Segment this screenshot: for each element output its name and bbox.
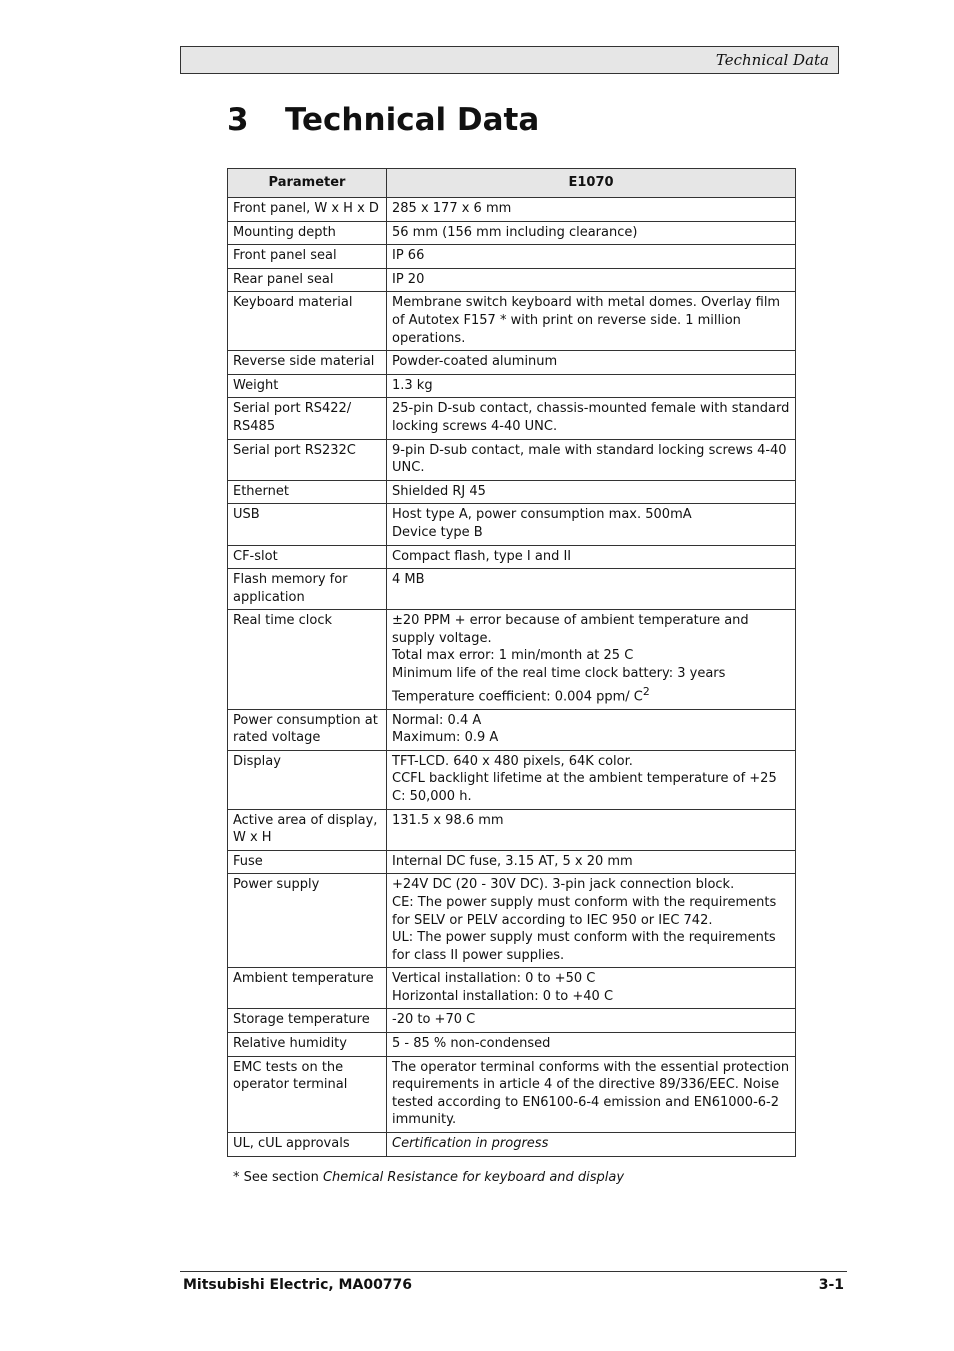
value-line: UL: The power supply must conform with the requirements for class II power supplies. [392,930,776,963]
value-cell [387,709,796,750]
value-line: IP 20 [392,271,425,287]
value-line: TFT-LCD. 640 x 480 pixels, 64K color. [392,753,633,769]
running-header-title: Technical Data [715,51,829,69]
value-cell [387,545,796,569]
table-row [228,545,796,569]
table-row [228,221,796,245]
header-parameter: Parameter [228,169,387,198]
value-line: Internal DC fuse, 3.15 AT, 5 x 20 mm [392,853,633,869]
parameter-cell: Keyboard material [228,292,387,351]
footnote-prefix: * See section [233,1170,323,1185]
table-row [228,874,796,968]
parameter-cell: Serial port RS422/ RS485 [228,398,387,439]
value-cell [387,874,796,968]
value-line: 1.3 kg [392,377,433,393]
value-line-text: Temperature coefficient: 0.004 ppm/ C [392,688,643,704]
page-title [227,102,539,138]
value-line: 9-pin D-sub contact, male with standard locking screws 4-40 UNC. [392,442,787,476]
footnote [233,1170,624,1185]
value-cell [387,245,796,269]
value-line: CCFL backlight lifetime at the ambient temperature of +25 C: 50,000 h. [392,771,777,804]
value-line: 25-pin D-sub contact, chassis-mounted female with standard locking screws 4-40 UNC. [392,401,790,434]
value-line: Compact flash, type I and II [392,548,572,564]
value-line: Minimum life of the real time clock battery: 3 years [392,666,726,682]
value-line: Certification in progress [392,1136,549,1152]
table-row [228,1009,796,1033]
chapter-number: 3 [227,102,249,138]
footer-page-number: 3-1 [818,1277,844,1293]
table-row [228,504,796,545]
parameter-cell: Mounting depth [228,221,387,245]
value-cell [387,968,796,1009]
parameter-cell: Ambient temperature [228,968,387,1009]
table-row [228,1033,796,1057]
parameter-cell: Active area of display, W x H [228,809,387,850]
value-line: 285 x 177 x 6 mm [392,201,512,216]
value-cell [387,1133,796,1157]
table-body [228,198,796,1157]
value-cell [387,850,796,874]
parameter-cell: UL, cUL approvals [228,1133,387,1157]
value-line: 56 mm (156 mm including clearance) [392,224,638,240]
value-cell [387,1033,796,1057]
value-line: Device type B [392,524,483,540]
value-cell [387,569,796,610]
value-cell [387,198,796,222]
value-line: Maximum: 0.9 A [392,730,499,746]
chapter-title: Technical Data [285,102,540,138]
value-line: -20 to +70 C [392,1012,476,1028]
running-header [180,46,839,74]
table-row [228,398,796,439]
value-line: 131.5 x 98.6 mm [392,812,504,828]
table-row [228,569,796,610]
footer-document-id: Mitsubishi Electric, MA00776 [183,1277,413,1293]
table-header-row [228,169,796,198]
table-row [228,292,796,351]
parameter-cell: CF-slot [228,545,387,569]
parameter-cell: Ethernet [228,480,387,504]
value-line [392,683,790,706]
value-line: Vertical installation: 0 to +50 C [392,971,596,987]
parameter-cell: EMC tests on the operator terminal [228,1056,387,1132]
table-row [228,750,796,809]
table-row [228,1133,796,1157]
parameter-cell: Serial port RS232C [228,439,387,480]
table-row [228,268,796,292]
table-row [228,439,796,480]
table-row [228,610,796,709]
parameter-cell: Weight [228,374,387,398]
table-row [228,480,796,504]
value-line: +24V DC (20 - 30V DC). 3-pin jack connection block. [392,877,735,893]
value-line: Powder-coated aluminum [392,354,558,370]
value-line: Shielded RJ 45 [392,483,486,499]
parameter-cell: Display [228,750,387,809]
table-row [228,198,796,222]
table-row [228,850,796,874]
value-line: Host type A, power consumption max. 500mA [392,507,692,523]
table-row [228,809,796,850]
table-row [228,351,796,375]
value-cell [387,398,796,439]
value-line: Membrane switch keyboard with metal domes. Overlay film of Autotex F157 * with print on reverse side. 1 million operations. [392,295,781,346]
technical-data-table [227,168,796,1157]
parameter-cell: Power supply [228,874,387,968]
table-row [228,1056,796,1132]
value-cell [387,610,796,709]
superscript: 2 [642,684,650,698]
value-line: ±20 PPM + error because of ambient temperature and supply voltage. [392,613,749,646]
value-cell [387,351,796,375]
parameter-cell: Rear panel seal [228,268,387,292]
value-cell [387,268,796,292]
value-line: 4 MB [392,572,425,588]
parameter-cell: Fuse [228,850,387,874]
value-line: Normal: 0.4 A [392,712,482,728]
value-line: Horizontal installation: 0 to +40 C [392,988,614,1004]
table-row [228,968,796,1009]
value-line: The operator terminal conforms with the essential protection requirements in article 4 of the directive 89/336/EEC. Noise tested according to EN6100-6-4 emission and EN61000-6-2 immunity. [392,1059,790,1128]
footnote-reference: Chemical Resistance for keyboard and display [322,1170,625,1185]
parameter-cell: Real time clock [228,610,387,709]
parameter-cell: Power consumption at rated voltage [228,709,387,750]
parameter-cell: Front panel, W x H x D [228,198,387,222]
header-model: E1070 [387,169,796,198]
footer-divider [180,1271,847,1272]
table-row [228,374,796,398]
value-cell [387,504,796,545]
parameter-cell: Flash memory for application [228,569,387,610]
parameter-cell: Relative humidity [228,1033,387,1057]
value-line: IP 66 [392,248,425,264]
parameter-cell: USB [228,504,387,545]
value-cell [387,292,796,351]
value-cell [387,750,796,809]
table-row [228,245,796,269]
parameter-cell: Reverse side material [228,351,387,375]
table-row [228,709,796,750]
parameter-cell: Storage temperature [228,1009,387,1033]
value-cell [387,1056,796,1132]
parameter-cell: Front panel seal [228,245,387,269]
value-cell [387,1009,796,1033]
value-cell [387,480,796,504]
value-cell [387,221,796,245]
value-cell [387,439,796,480]
value-line: 5 - 85 % non-condensed [392,1036,551,1052]
value-cell [387,809,796,850]
value-line: Total max error: 1 min/month at 25 C [392,648,634,664]
value-cell [387,374,796,398]
value-line: CE: The power supply must conform with the requirements for SELV or PELV according to IEC 950 or IEC 742. [392,894,777,928]
